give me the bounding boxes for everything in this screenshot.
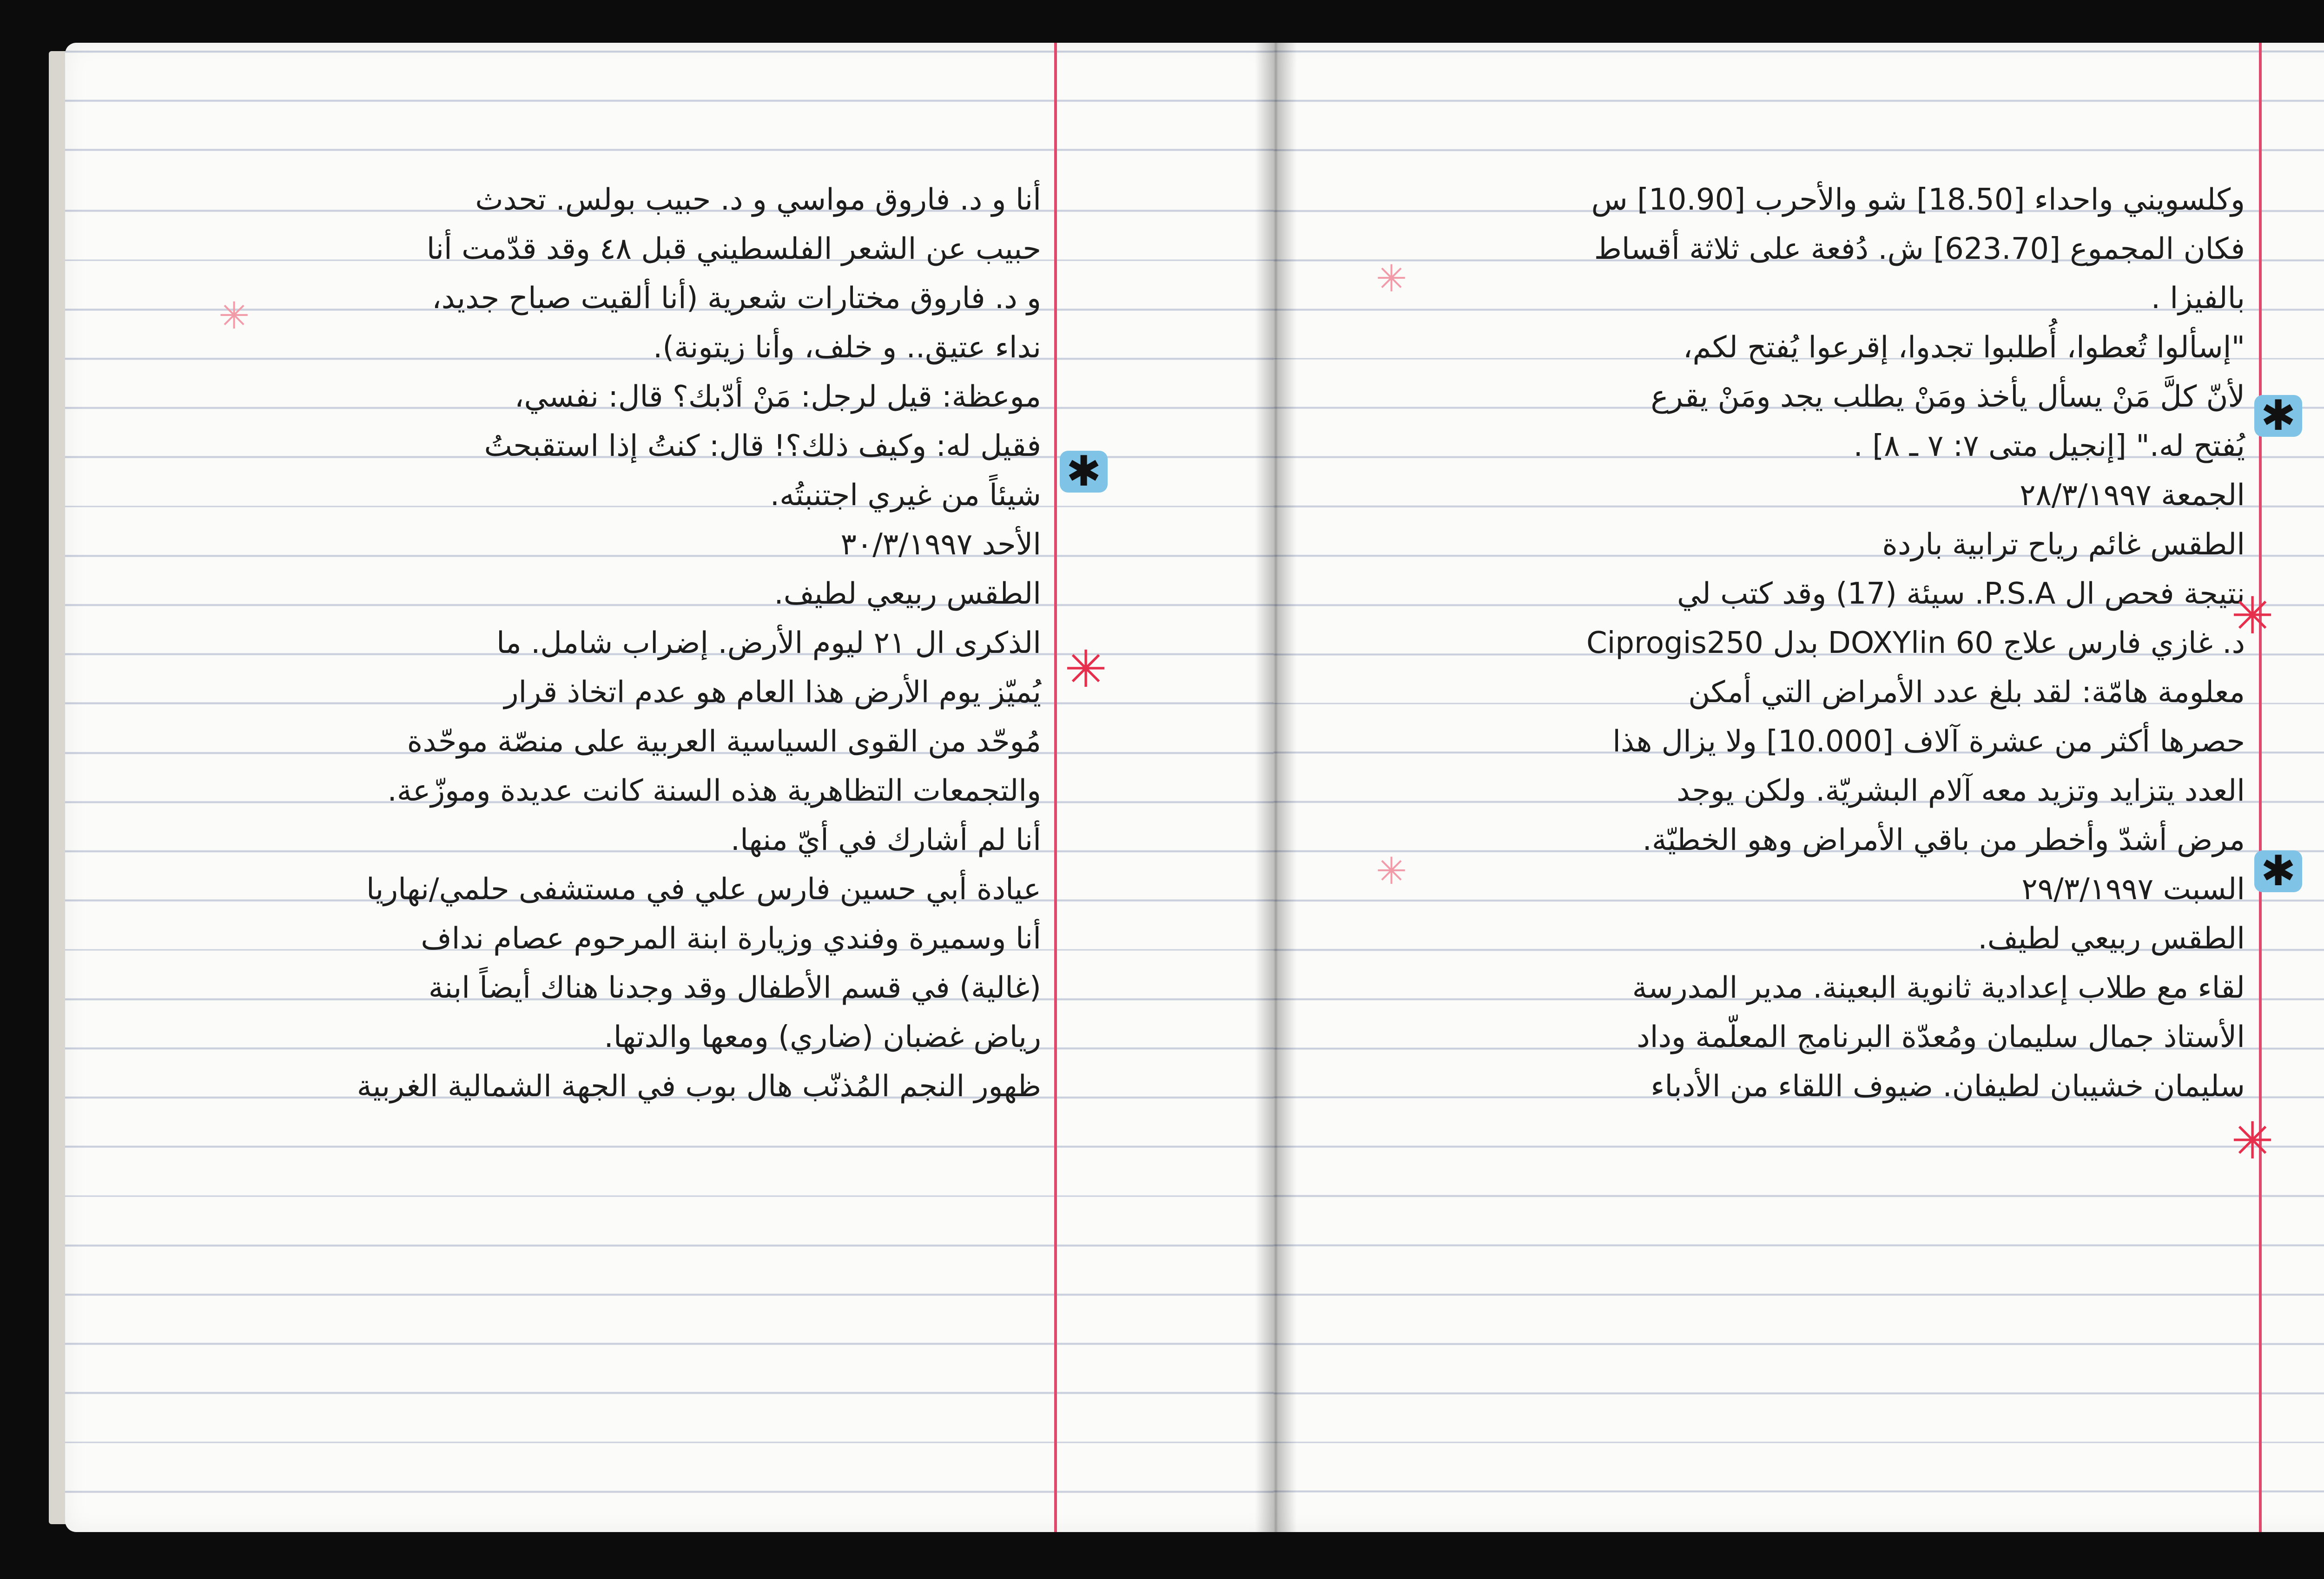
entry-line: شيئاً من غيري اجتنبتُه. bbox=[770, 478, 1041, 513]
entry-line: مُوحّد من القوى السياسية العربية على منصّة موحّدة bbox=[407, 724, 1041, 759]
pink-star-icon: ✳ bbox=[1376, 257, 1407, 300]
entry-line: الذكرى ال ٢١ ليوم الأرض. إضراب شامل. ما bbox=[496, 626, 1041, 660]
red-star-icon: ✳ bbox=[1064, 639, 1108, 699]
weather-line: الطقس غائم رياح ترابية باردة bbox=[1882, 527, 2245, 562]
entry-line: مرض أشدّ وأخطر من باقي الأمراض وهو الخطيّة. bbox=[1642, 823, 2245, 857]
pink-star-icon: ✳ bbox=[1376, 849, 1407, 893]
entry-line: د. غازي فارس علاج 60 DOXYlin بدل Ciprogis250 bbox=[1586, 626, 2245, 660]
date-heading: الجمعة ٢٨/٣/١٩٩٧ bbox=[2020, 478, 2245, 513]
entry-line: ظهور النجم المُذنّب هال بوب في الجهة الشمالية الغربية bbox=[357, 1069, 1041, 1104]
entry-line: "إسألوا تُعطوا، أُطلبوا تجدوا، إقرعوا يُفتح لكم، bbox=[1683, 330, 2245, 365]
entry-line: (غالية) في قسم الأطفال وقد وجدنا هناك أيضاً ابنة bbox=[428, 971, 1041, 1005]
entry-line: موعظة: قيل لرجل: مَنْ أدّبك؟ قال: نفسي، bbox=[514, 380, 1041, 414]
weather-line: الطقس ربيعي لطيف. bbox=[774, 577, 1041, 611]
weather-line: الطقس ربيعي لطيف. bbox=[1978, 921, 2245, 956]
entry-line: لأنّ كلَّ مَنْ يسأل يأخذ ومَنْ يطلب يجد ومَنْ يقرع bbox=[1651, 380, 2245, 414]
right-page-text bbox=[1408, 177, 2245, 1431]
pink-star-icon: ✳ bbox=[218, 294, 250, 337]
entry-line: يُميّز يوم الأرض هذا العام هو عدم اتخاذ قرار bbox=[504, 675, 1041, 710]
entry-line: أنا و د. فاروق مواسي و د. حبيب بولس. تحدث bbox=[475, 183, 1041, 217]
entry-line: سليمان خشيبان لطيفان. ضيوف اللقاء من الأدباء bbox=[1651, 1069, 2245, 1104]
entry-line: العدد يتزايد وتزيد معه آلام البشريّة. ولكن يوجد bbox=[1676, 774, 2245, 808]
entry-line: رياض غضبان (ضاري) ومعها والدتها. bbox=[604, 1020, 1041, 1054]
red-star-icon: ✳ bbox=[2231, 1111, 2274, 1171]
entry-line: بالفيزا . bbox=[2151, 281, 2245, 316]
right-page-margin-line bbox=[2259, 43, 2262, 1532]
entry-line: يُفتح له." [إنجيل متى ٧: ٧ ـ ٨] . bbox=[1853, 429, 2245, 463]
left-page-margin-line bbox=[1054, 43, 1057, 1532]
entry-line: والتجمعات التظاهرية هذه السنة كانت عديدة وموزّعة. bbox=[387, 774, 1041, 808]
notebook-gutter bbox=[1255, 43, 1297, 1532]
entry-line: حصرها أكثر من عشرة آلاف [10.000] ولا يزال هذا bbox=[1612, 724, 2245, 759]
date-heading: الأحد ٣٠/٣/١٩٩٧ bbox=[840, 527, 1041, 562]
red-star-icon: ✳ bbox=[2231, 586, 2274, 645]
entry-line: فكان المجموع [623.70] ش. دُفعة على ثلاثة أقساط bbox=[1594, 232, 2245, 266]
entry-line: فقيل له: وكيف ذلك؟! قال: كنتُ إذا استقبحتُ bbox=[484, 429, 1041, 463]
entry-line: الأستاذ جمال سليمان ومُعدّة البرنامج المعلّمة وداد bbox=[1637, 1020, 2245, 1054]
entry-line: نتيجة فحص ال P.S.A. سيئة (17) وقد كتب لي bbox=[1677, 577, 2245, 611]
blue-highlighted-star-icon: ✱ bbox=[2254, 850, 2302, 892]
entry-line: معلومة هامّة: لقد بلغ عدد الأمراض التي أمكن bbox=[1688, 675, 2245, 710]
entry-line: نداء عتيق.. و خلف، وأنا زيتونة). bbox=[653, 330, 1041, 365]
left-page-text bbox=[200, 177, 1041, 1431]
entry-line: وكلسويني واحداء [18.50] شو والأحرب [10.90] س bbox=[1591, 183, 2245, 217]
entry-line: أنا لم أشارك في أيّ منها. bbox=[730, 823, 1041, 857]
entry-line: عيادة أبي حسين فارس علي في مستشفى حلمي/نهاريا bbox=[366, 872, 1041, 907]
entry-line: و د. فاروق مختارات شعرية (أنا ألقيت صباح جديد، bbox=[432, 281, 1041, 316]
date-heading: السبت ٢٩/٣/١٩٩٧ bbox=[2021, 872, 2245, 907]
entry-line: لقاء مع طلاب إعدادية ثانوية البعينة. مدير المدرسة bbox=[1632, 971, 2245, 1005]
blue-highlighted-star-icon: ✱ bbox=[1060, 451, 1108, 493]
entry-line: أنا وسميرة وفندي وزيارة ابنة المرحوم عصام نداف bbox=[421, 921, 1041, 956]
blue-highlighted-star-icon: ✱ bbox=[2254, 395, 2302, 437]
entry-line: حبيب عن الشعر الفلسطيني قبل ٤٨ وقد قدّمت أنا bbox=[426, 232, 1041, 266]
